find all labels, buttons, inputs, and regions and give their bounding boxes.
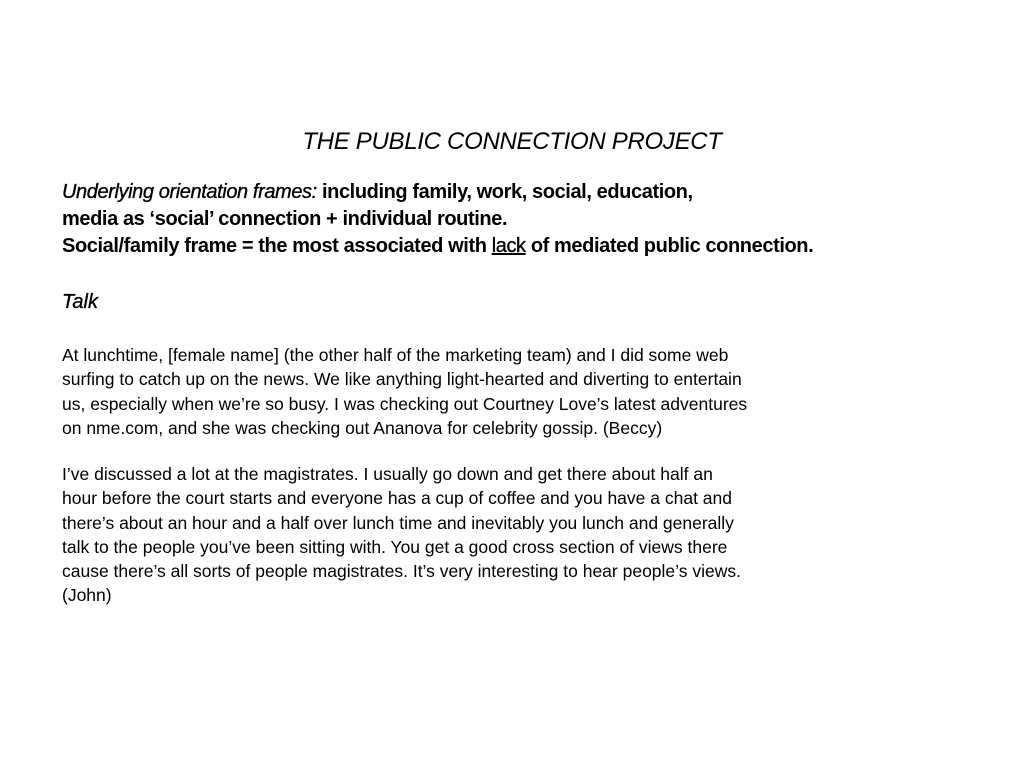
quote-line: cause there’s all sorts of people magistrates. It’s very interesting to hear people’s views. (62, 561, 741, 582)
orientation-frames-block (62, 179, 962, 260)
slide-title: THE PUBLIC CONNECTION PROJECT (302, 128, 722, 155)
frames-line-3-start: Social/family frame = the most associated with (62, 235, 492, 257)
frames-line-3 (62, 233, 962, 260)
talk-heading: Talk (62, 291, 98, 313)
frames-line-2: media as ‘social’ connection + individual routine. (62, 208, 508, 230)
frames-line-3-end: of mediated public connection. (525, 235, 814, 257)
quote-beccy (62, 343, 962, 440)
quote-john (62, 462, 962, 608)
quote-line: talk to the people you’ve been sitting with. You get a good cross section of views there (62, 536, 728, 557)
quote-line: At lunchtime, [female name] (the other half of the marketing team) and I did some web (62, 345, 729, 365)
quote-line: I’ve discussed a lot at the magistrates. I usually go down and get there about half an (62, 464, 713, 484)
quote-line: there’s about an hour and a half over lunch time and inevitably you lunch and generally (62, 512, 734, 533)
quote-line: (John) (62, 585, 112, 606)
quote-line: on nme.com, and she was checking out Ananova for celebrity gossip. (Beccy) (62, 417, 663, 438)
quote-line: hour before the court starts and everyone has a cup of coffee and you have a chat and (62, 488, 732, 509)
quote-line: surfing to catch up on the news. We like anything light-hearted and diverting to entertain (62, 369, 742, 390)
frames-line-1-text: including family, work, social, education, (316, 181, 693, 203)
frames-underlined-word: lack (491, 235, 526, 257)
frames-line-1 (62, 179, 962, 206)
frames-lead-label: Underlying orientation frames: (62, 181, 317, 203)
quote-line: us, especially when we’re so busy. I was checking out Courtney Love’s latest adventures (62, 393, 748, 414)
